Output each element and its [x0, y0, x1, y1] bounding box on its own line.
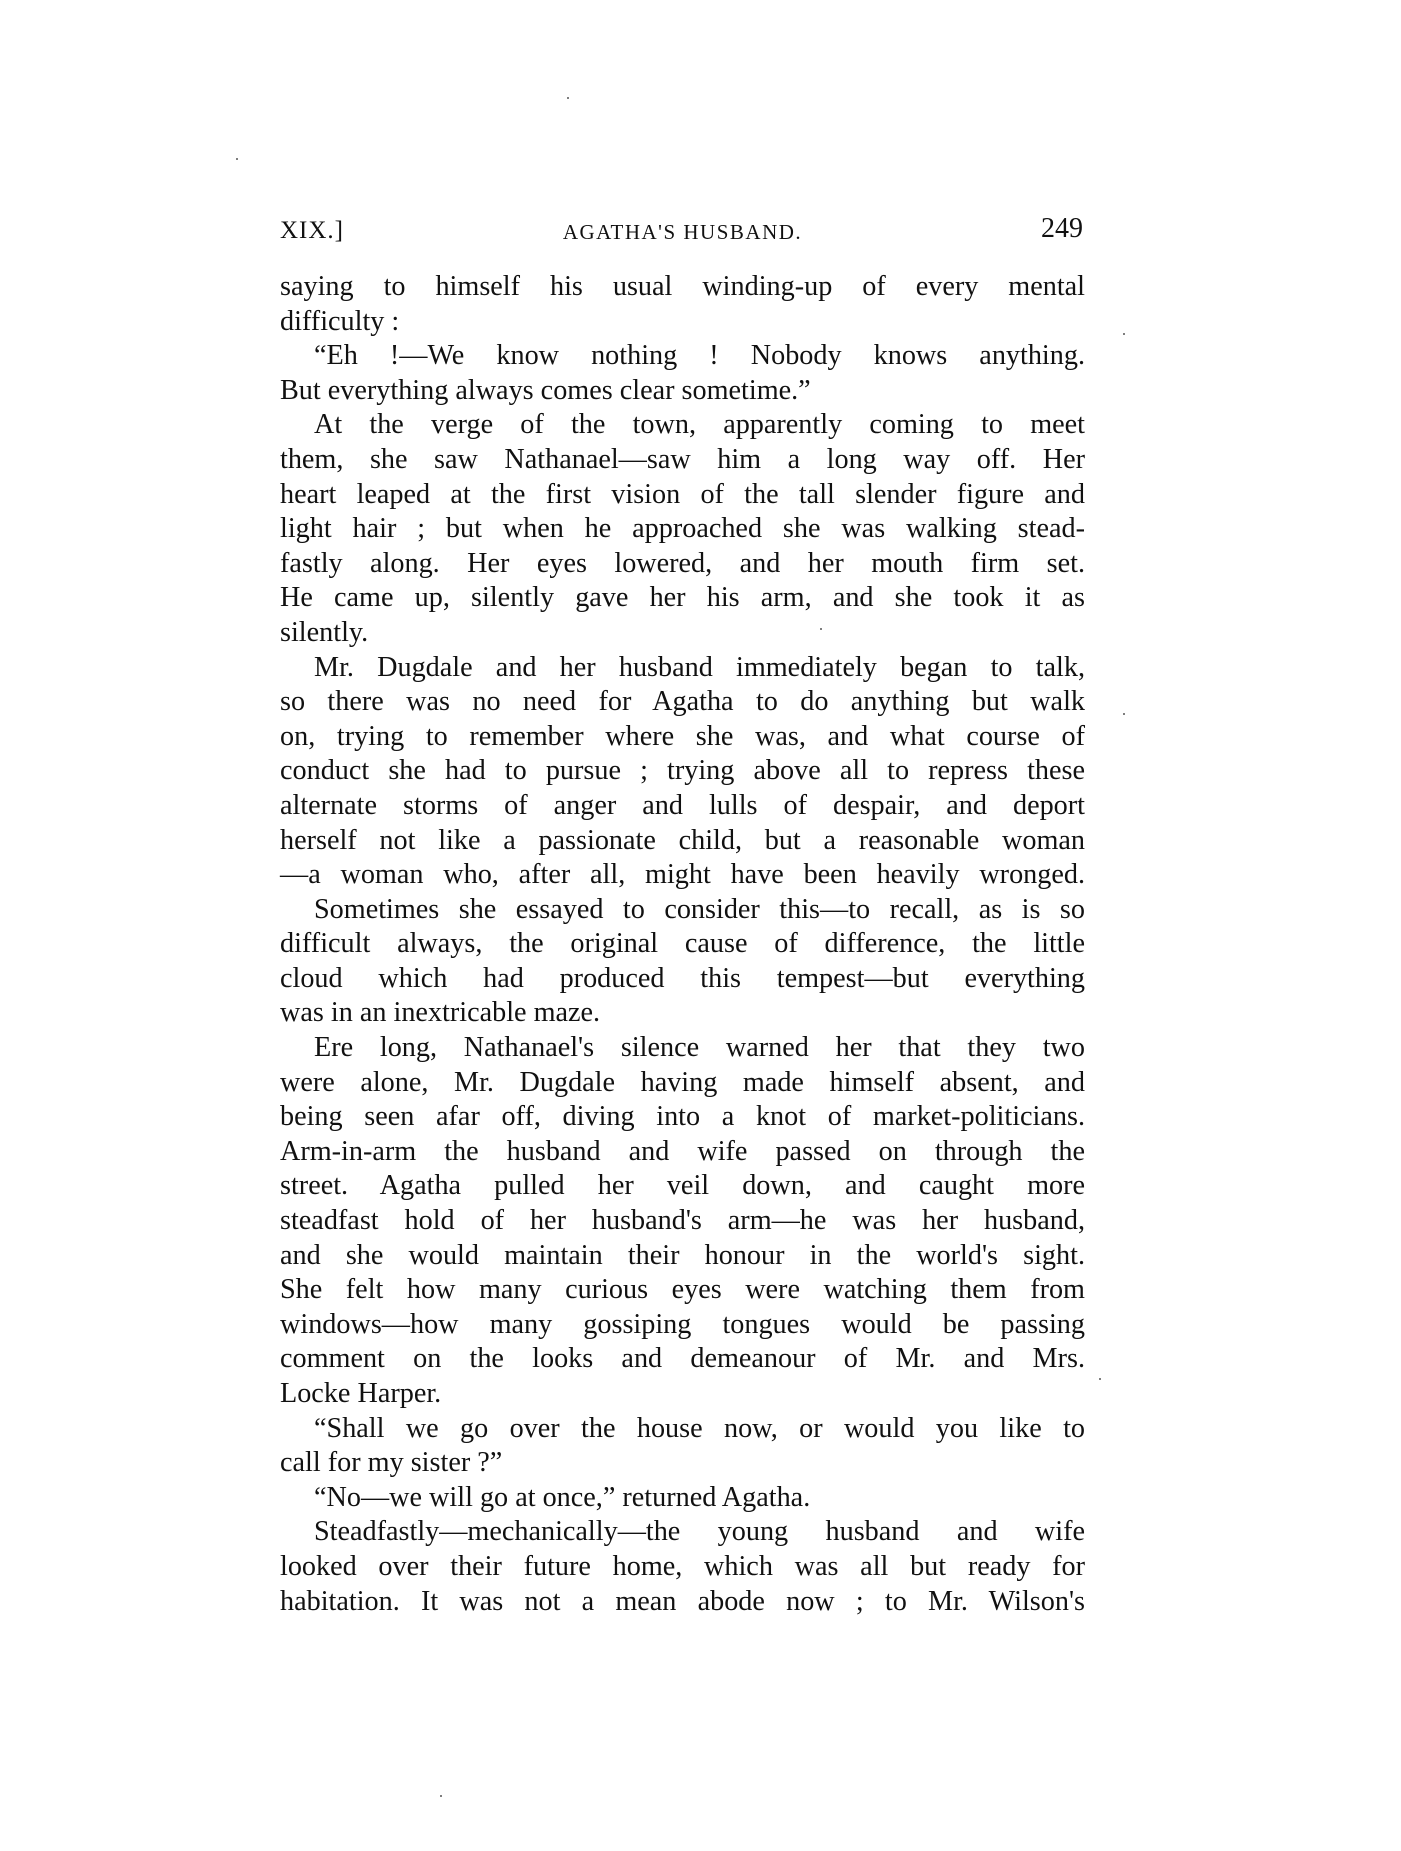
- scan-speck: [1123, 713, 1125, 715]
- running-title: AGATHA'S HUSBAND.: [562, 220, 803, 244]
- body-text: [280, 270, 1085, 1619]
- text-line: Ere long, Nathanael's silence warned her that they two: [314, 1032, 1085, 1064]
- scan-speck: [440, 1795, 442, 1797]
- text-line: windows—how many gossiping tongues would be passing: [280, 1308, 1085, 1340]
- text-line: alternate storms of anger and lulls of despair, and deport: [280, 789, 1085, 821]
- text-line: silently.: [280, 616, 369, 648]
- scan-speck: [236, 158, 238, 160]
- scan-speck: [567, 97, 569, 99]
- text-line: cloud which had produced this tempest—but everything: [280, 962, 1085, 994]
- text-line: conduct she had to pursue ; trying above all to repress these: [280, 755, 1085, 787]
- scan-speck: [1099, 1378, 1101, 1380]
- page-number: 249: [1041, 213, 1083, 244]
- text-line: fastly along. Her eyes lowered, and her mouth firm set.: [280, 547, 1085, 579]
- text-line: being seen afar off, diving into a knot of market-politicians.: [280, 1101, 1085, 1133]
- scan-speck: [820, 628, 822, 630]
- text-line: Mr. Dugdale and her husband immediately began to talk,: [314, 651, 1085, 683]
- text-line: call for my sister ?”: [280, 1447, 503, 1479]
- text-line: “Eh !—We know nothing ! Nobody knows anything.: [314, 340, 1085, 372]
- text-line: Arm-in-arm the husband and wife passed on through the: [280, 1135, 1085, 1167]
- text-line: Sometimes she essayed to consider this—to recall, as is so: [314, 893, 1085, 925]
- text-line: At the verge of the town, apparently coming to meet: [314, 409, 1085, 441]
- text-line: street. Agatha pulled her veil down, and caught more: [280, 1170, 1085, 1202]
- text-line: comment on the looks and demeanour of Mr. and Mrs.: [280, 1343, 1085, 1375]
- text-line: was in an inextricable maze.: [280, 997, 601, 1029]
- text-line: heart leaped at the first vision of the tall slender figure and: [280, 478, 1085, 510]
- text-line: light hair ; but when he approached she was walking stead-: [280, 513, 1085, 545]
- text-line: and she would maintain their honour in the world's sight.: [280, 1239, 1085, 1271]
- text-line: —a woman who, after all, might have been heavily wronged.: [280, 859, 1085, 891]
- text-line: on, trying to remember where she was, and what course of: [280, 720, 1085, 752]
- text-line: “Shall we go over the house now, or would you like to: [314, 1412, 1085, 1444]
- text-line: He came up, silently gave her his arm, and she took it as: [280, 582, 1085, 614]
- text-line: difficulty :: [280, 305, 400, 337]
- text-line: “No—we will go at once,” returned Agatha.: [314, 1481, 811, 1513]
- text-line: so there was no need for Agatha to do anything but walk: [280, 686, 1085, 718]
- text-line: Steadfastly—mechanically—the young husband and wife: [314, 1516, 1085, 1548]
- text-line: habitation. It was not a mean abode now ; to Mr. Wilson's: [280, 1585, 1085, 1617]
- running-head: [280, 214, 1085, 248]
- text-line: them, she saw Nathanael—saw him a long way off. Her: [280, 443, 1085, 475]
- text-line: But everything always comes clear sometime.”: [280, 374, 811, 406]
- text-line: herself not like a passionate child, but a reasonable woman: [280, 824, 1085, 856]
- scan-speck: [1123, 333, 1125, 335]
- text-line: difficult always, the original cause of difference, the little: [280, 928, 1085, 960]
- text-line: were alone, Mr. Dugdale having made himself absent, and: [280, 1066, 1085, 1098]
- text-line: She felt how many curious eyes were watching them from: [280, 1274, 1085, 1306]
- text-line: Locke Harper.: [280, 1378, 442, 1409]
- text-line: steadfast hold of her husband's arm—he was her husband,: [280, 1205, 1085, 1237]
- chapter-number: XIX.]: [280, 217, 345, 244]
- text-line: saying to himself his usual winding-up of every mental: [280, 271, 1085, 302]
- text-line: looked over their future home, which was all but ready for: [280, 1550, 1085, 1582]
